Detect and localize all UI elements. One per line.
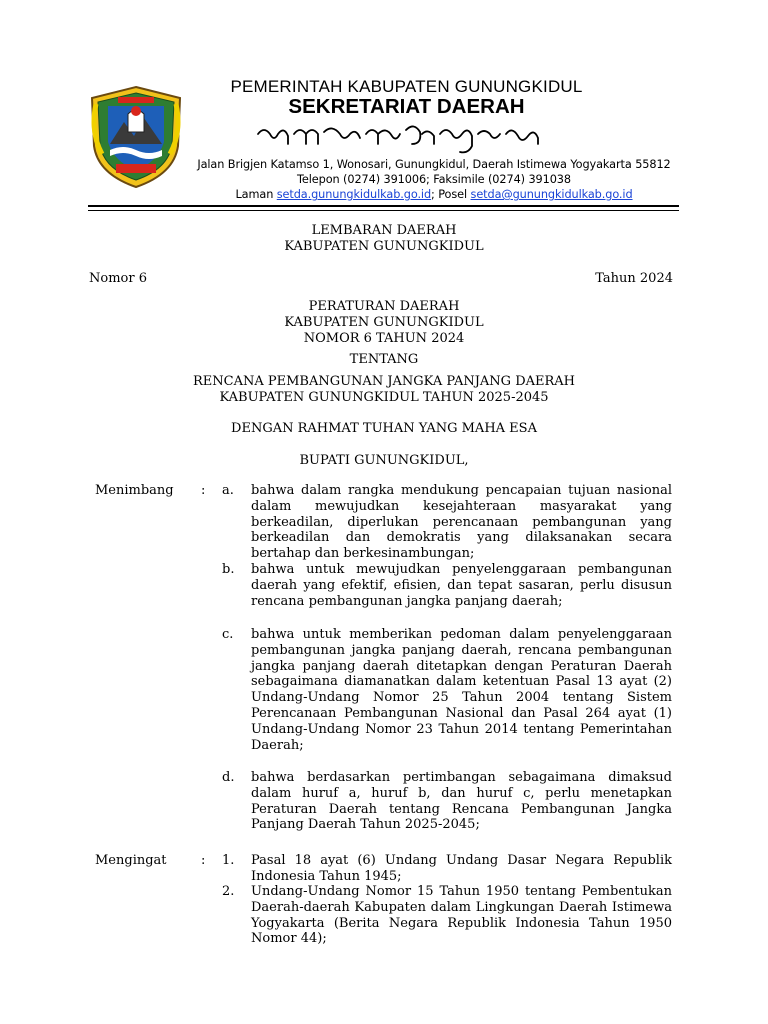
regulation-title-line2: KABUPATEN GUNUNGKIDUL TAHUN 2025-2045 bbox=[219, 390, 549, 405]
office-phone: Telepon (0274) 391006; Faksimile (0274) 391038 bbox=[297, 173, 571, 186]
mengingat-label: Mengingat bbox=[95, 853, 167, 868]
menimbang-item-b: bahwa untuk mewujudkan penyelenggaraan pembangunan daerah yang efektif, efisien, dan tepat sasaran, perlu disusun rencana pembangunan jangka panjang daerah; bbox=[251, 562, 672, 609]
regulation-number: NOMOR 6 TAHUN 2024 bbox=[303, 331, 465, 346]
mengingat-item-2: Undang-Undang Nomor 15 Tahun 1950 tentang Pembentukan Daerah-daerah Kabupaten dalam Lingkungan Daerah Istimewa Yogyakarta (Berita Negara Republik Indonesia Tahun 1950 Nomor 44); bbox=[251, 884, 672, 947]
list-item-mark: d. bbox=[222, 770, 235, 785]
regulation-title-line1: RENCANA PEMBANGUNAN JANGKA PANJANG DAERAH bbox=[192, 374, 576, 389]
javanese-script-icon bbox=[250, 120, 550, 158]
regulation-type: PERATURAN DAERAH bbox=[308, 299, 460, 314]
gazette-title: LEMBARAN DAERAH bbox=[311, 223, 457, 238]
letterhead-divider-thin bbox=[88, 210, 679, 211]
menimbang-label: Menimbang bbox=[95, 483, 174, 498]
mengingat-colon: : bbox=[201, 853, 206, 868]
menimbang-item-c: bahwa untuk memberikan pedoman dalam penyelenggaraan pembangunan jangka panjang daerah, rencana pembangunan jangka panjang daerah ditetapkan dengan Peraturan Daerah sebagaimana diamanatkan dalam ketentuan Pasal 13 ayat (2) Undang-Undang Nomor 25 Tahun 2004 tentang Sistem Perencanaan Pembangunan Nasional dan Pasal 264 ayat (1) Undang-Undang Nomor 23 Tahun 2014 tentang Pemerintahan Daerah; bbox=[251, 627, 672, 753]
list-item-mark: 1. bbox=[222, 853, 235, 868]
mengingat-item-1: Pasal 18 ayat (6) Undang Undang Dasar Negara Republik Indonesia Tahun 1945; bbox=[251, 853, 672, 884]
gazette-year: Tahun 2024 bbox=[595, 271, 673, 286]
gunungkidul-emblem-icon bbox=[88, 84, 184, 190]
list-item-mark: c. bbox=[222, 627, 234, 642]
letterhead-divider bbox=[88, 205, 679, 207]
office-address: Jalan Brigjen Katamso 1, Wonosari, Gunungkidul, Daerah Istimewa Yogyakarta 55812 bbox=[197, 158, 671, 171]
email-label: ; Posel bbox=[431, 188, 471, 201]
office-contacts bbox=[184, 188, 684, 201]
blessing-line: DENGAN RAHMAT TUHAN YANG MAHA ESA bbox=[231, 421, 537, 436]
menimbang-item-a: bahwa dalam rangka mendukung pencapaian tujuan nasional dalam mewujudkan kesejahteraan masyarakat yang berkeadilan, diperlukan perencanaan pembangunan yang berkeadilan dan demokratis yang dilaksanakan secara bertahap dan berkesinambungan; bbox=[251, 483, 672, 562]
government-name: PEMERINTAH KABUPATEN GUNUNGKIDUL bbox=[230, 77, 583, 96]
list-item-mark: a. bbox=[222, 483, 234, 498]
email-link[interactable]: setda@gunungkidulkab.go.id bbox=[470, 188, 633, 201]
website-link[interactable]: setda.gunungkidulkab.go.id bbox=[276, 188, 432, 201]
gazette-number: Nomor 6 bbox=[89, 271, 147, 286]
office-name: SEKRETARIAT DAERAH bbox=[288, 95, 525, 118]
list-item-mark: 2. bbox=[222, 884, 235, 899]
web-label: Laman bbox=[235, 188, 277, 201]
menimbang-colon: : bbox=[201, 483, 206, 498]
regulation-region: KABUPATEN GUNUNGKIDUL bbox=[284, 315, 484, 330]
gazette-region: KABUPATEN GUNUNGKIDUL bbox=[284, 239, 484, 254]
menimbang-item-d: bahwa berdasarkan pertimbangan sebagaimana dimaksud dalam huruf a, huruf b, dan huruf c, perlu menetapkan Peraturan Daerah tentang Rencana Pembangunan Jangka Panjang Daerah Tahun 2025-2045; bbox=[251, 770, 672, 833]
regulation-about: TENTANG bbox=[349, 352, 419, 367]
regent-title: BUPATI GUNUNGKIDUL, bbox=[299, 453, 469, 468]
list-item-mark: b. bbox=[222, 562, 235, 577]
